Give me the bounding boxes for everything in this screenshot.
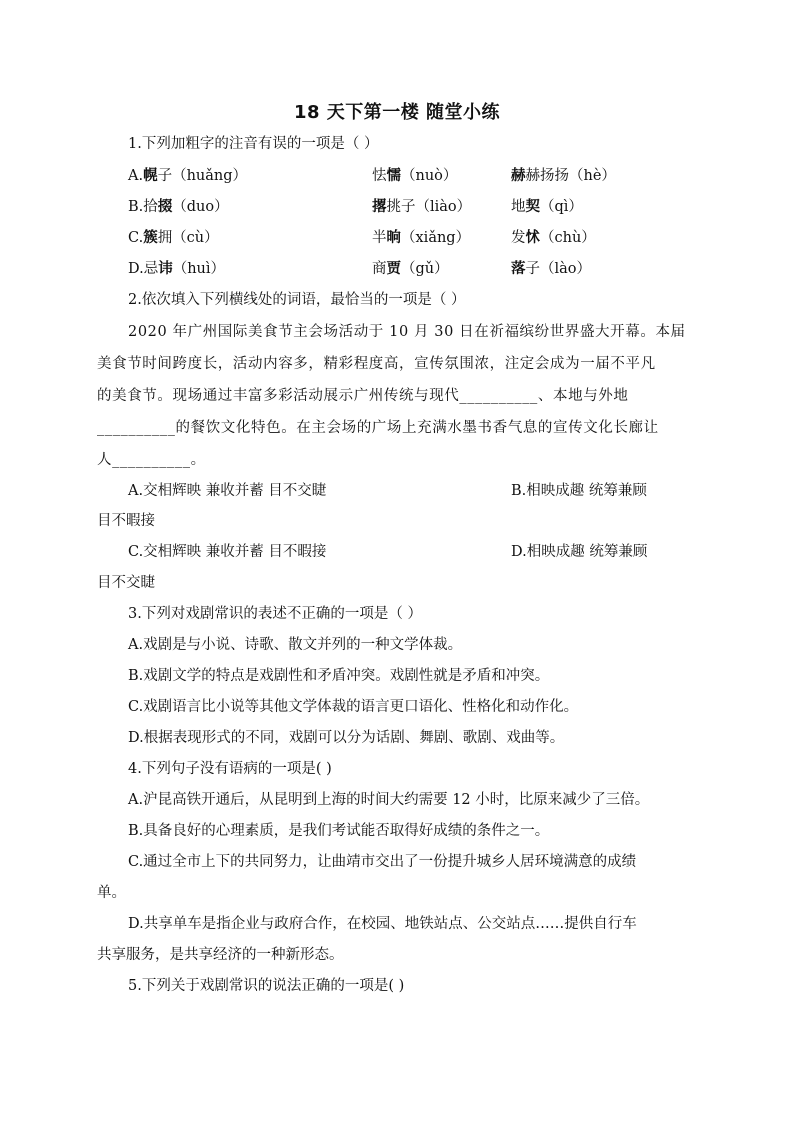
q2-passage-line-3: 的美食节。现场通过丰富多彩活动展示广州传统与现代__________、本地与外地	[97, 388, 629, 404]
q1-option-c-col2: 半晌（xiǎng）	[372, 229, 471, 246]
q2-passage-line-2: 美食节时间跨度长，活动内容多，精彩程度高，宣传氛围浓，注定会成为一届不平凡	[97, 356, 656, 372]
q3-option-c: C.戏剧语言比小说等其他文学体裁的语言更口语化、性格化和动作化。	[128, 699, 579, 715]
q2-passage-line-4: __________的餐饮文化特色。在主会场的广场上充满水墨书香气息的宣传文化长廊让	[97, 420, 659, 436]
q5-stem: 5.下列关于戏剧常识的说法正确的一项是( )	[128, 978, 405, 994]
q1-option-a-col2: 怯懦（nuò）	[372, 167, 458, 184]
q2-stem: 2.依次填入下列横线处的词语，最恰当的一项是（ ）	[128, 292, 466, 308]
q4-option-c-cont: 单。	[97, 885, 126, 901]
q2-passage-line-5: 人__________。	[97, 452, 206, 468]
q1-stem: 1.下列加粗字的注音有误的一项是（ ）	[128, 136, 379, 152]
q1-option-d-col2: 商贾（gǔ）	[372, 260, 449, 277]
page-title: 18 天下第一楼 随堂小练	[293, 102, 501, 123]
q1-option-b-col1: B.拾掇（duo）	[128, 198, 229, 215]
q2-option-d: D.相映成趣 统筹兼顾	[511, 544, 648, 560]
q1-option-d-col3: 落子（lào）	[511, 260, 592, 277]
q1-option-b-col2: 撂挑子（liào）	[372, 198, 472, 215]
q4-option-a: A.沪昆高铁开通后，从昆明到上海的时间大约需要 12 小时，比原来减少了三倍。	[128, 792, 650, 808]
q1-option-b-col3: 地契（qì）	[511, 198, 583, 215]
q2-option-a: A.交相辉映 兼收并蓄 目不交睫	[128, 483, 327, 499]
q1-option-d-col1: D.忌讳（huì）	[128, 260, 226, 277]
q2-option-d-cont: 目不交睫	[97, 575, 155, 591]
q2-passage-line-1: 2020 年广州国际美食节主会场活动于 10 月 30 日在祈福缤纷世界盛大开幕。本届	[128, 324, 686, 340]
q2-option-c: C.交相辉映 兼收并蓄 目不暇接	[128, 544, 327, 560]
q4-option-d: D.共享单车是指企业与政府合作，在校园、地铁站点、公交站点……提供自行车	[128, 916, 637, 932]
q4-option-c: C.通过全市上下的共同努力，让曲靖市交出了一份提升城乡人居环境满意的成绩	[128, 854, 637, 870]
q4-stem: 4.下列句子没有语病的一项是( )	[128, 761, 332, 777]
q1-option-a-col3: 赫赫扬扬（hè）	[511, 167, 616, 184]
q3-option-d: D.根据表现形式的不同，戏剧可以分为话剧、舞剧、歌剧、戏曲等。	[128, 730, 565, 746]
q1-option-c-col3: 发怵（chù）	[511, 229, 596, 246]
q3-option-b: B.戏剧文学的特点是戏剧性和矛盾冲突。戏剧性就是矛盾和冲突。	[128, 668, 550, 684]
q2-option-b-cont: 目不暇接	[97, 513, 155, 529]
q3-stem: 3.下列对戏剧常识的表述不正确的一项是（ ）	[128, 606, 422, 622]
q2-option-b: B.相映成趣 统筹兼顾	[511, 483, 647, 499]
q1-option-a-col1: A.幌子（huǎng）	[128, 167, 248, 184]
q4-option-d-cont: 共享服务，是共享经济的一种新形态。	[97, 947, 344, 963]
q4-option-b: B.具备良好的心理素质，是我们考试能否取得好成绩的条件之一。	[128, 823, 550, 839]
q3-option-a: A.戏剧是与小说、诗歌、散文并列的一种文学体裁。	[128, 637, 463, 653]
q1-option-c-col1: C.簇拥（cù）	[128, 229, 219, 246]
